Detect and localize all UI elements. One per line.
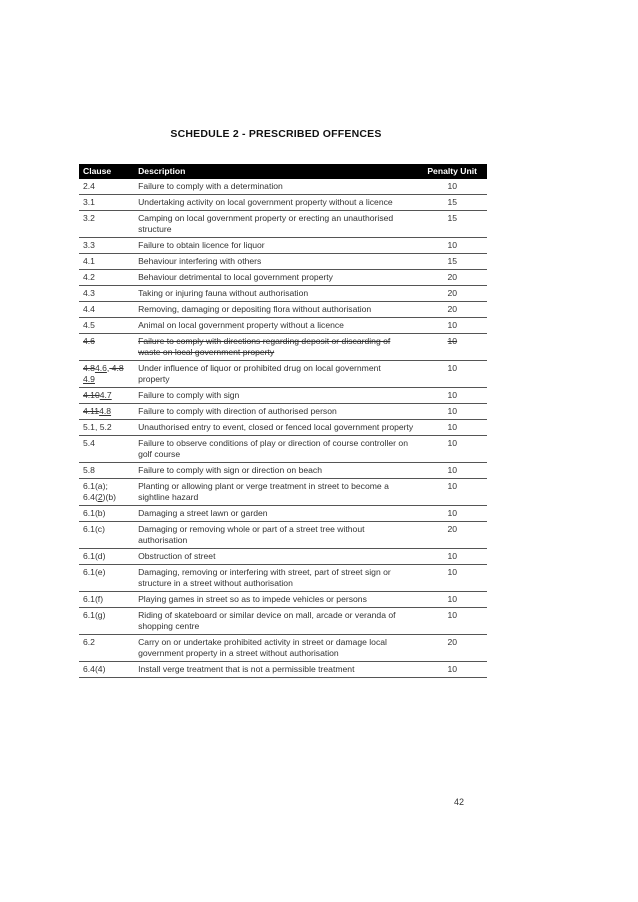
row-penalty: [418, 302, 487, 318]
offences-table: [79, 164, 487, 678]
row-description: [134, 179, 418, 195]
table-row: [79, 506, 487, 522]
table-row: [79, 608, 487, 635]
clause-text: 3.3: [83, 240, 95, 250]
row-penalty: [418, 254, 487, 270]
description-text: Failure to comply with sign or direction on beach: [138, 465, 322, 475]
row-clause: [79, 404, 134, 420]
clause-text: 6.1(c): [83, 524, 105, 534]
row-description: [134, 334, 418, 361]
description-text: Carry on or undertake prohibited activity in street or damage local government property in a street without authorisation: [138, 637, 387, 658]
description-text: Planting or allowing plant or verge treatment in street to become a sightline hazard: [138, 481, 389, 502]
table-row: [79, 479, 487, 506]
description-text: Damaging, removing or interfering with street, part of street sign or structure in a street without authorisation: [138, 567, 391, 588]
clause-text: 6.1(e): [83, 567, 106, 577]
penalty-text: 10: [447, 406, 458, 416]
row-description: [134, 549, 418, 565]
row-penalty: [418, 179, 487, 195]
row-penalty: [418, 565, 487, 592]
clause-part: )(b): [102, 492, 116, 502]
penalty-text: 10: [447, 320, 458, 330]
clause-text: 4.6: [83, 336, 95, 346]
description-text: Failure to comply with sign: [138, 390, 240, 400]
penalty-text: 20: [447, 288, 458, 298]
penalty-text: 20: [447, 272, 458, 282]
clause-inserted: 2: [97, 492, 103, 502]
description-text: Playing games in street so as to impede vehicles or persons: [138, 594, 367, 604]
penalty-text: 10: [447, 664, 458, 674]
table-header-row: [79, 164, 487, 179]
row-clause: [79, 436, 134, 463]
row-penalty: [418, 549, 487, 565]
row-clause: [79, 195, 134, 211]
clause-inserted: 4.9: [83, 374, 95, 384]
row-clause: [79, 420, 134, 436]
penalty-text: 10: [447, 181, 458, 191]
description-text: Undertaking activity on local government property without a licence: [138, 197, 393, 207]
row-clause: [79, 522, 134, 549]
clause-deleted: 4.8: [109, 363, 124, 373]
penalty-text: 15: [447, 256, 458, 266]
description-text: Under influence of liquor or prohibited drug on local government property: [138, 363, 381, 384]
clause-inserted: 4.7: [99, 390, 112, 400]
description-text: Failure to comply with direction of authorised person: [138, 406, 337, 416]
clause-text: 5.1, 5.2: [83, 422, 112, 432]
description-text: Taking or injuring fauna without authorisation: [138, 288, 309, 298]
row-clause: [79, 463, 134, 479]
clause-deleted: 4.8: [83, 363, 95, 373]
table-row: [79, 318, 487, 334]
row-penalty: [418, 436, 487, 463]
table-row: [79, 635, 487, 662]
table-row: [79, 361, 487, 388]
row-description: [134, 420, 418, 436]
clause-text: 5.8: [83, 465, 95, 475]
row-clause: [79, 270, 134, 286]
row-description: [134, 238, 418, 254]
description-text: Removing, damaging or depositing flora without authorisation: [138, 304, 372, 314]
penalty-text: 10: [447, 363, 458, 373]
header-clause: Clause: [79, 164, 134, 179]
row-clause: [79, 211, 134, 238]
clause-deleted: 4.10: [83, 390, 100, 400]
row-description: [134, 463, 418, 479]
row-penalty: [418, 270, 487, 286]
clause-text: 4.3: [83, 288, 95, 298]
row-description: [134, 302, 418, 318]
table-row: [79, 179, 487, 195]
row-penalty: [418, 286, 487, 302]
row-clause: 4.84.6, 4.8 4.9: [79, 361, 134, 388]
page-title: SCHEDULE 2 - PRESCRIBED OFFENCES: [170, 128, 382, 140]
row-clause: [79, 286, 134, 302]
row-clause: [79, 238, 134, 254]
description-text: Failure to comply with a determination: [138, 181, 283, 191]
row-penalty: [418, 388, 487, 404]
row-description: [134, 635, 418, 662]
table-row: [79, 302, 487, 318]
table-row: [79, 254, 487, 270]
row-penalty: [418, 506, 487, 522]
description-text: Failure to observe conditions of play or direction of course controller on golf course: [138, 438, 408, 459]
row-description: [134, 404, 418, 420]
penalty-text: 10: [447, 390, 458, 400]
row-penalty: [418, 479, 487, 506]
clause-text: 5.4: [83, 438, 95, 448]
row-penalty: [418, 522, 487, 549]
row-penalty: [418, 420, 487, 436]
description-text: Obstruction of street: [138, 551, 216, 561]
description-text: Behaviour interfering with others: [138, 256, 262, 266]
clause-text: 6.1(g): [83, 610, 106, 620]
description-text: Failure to comply with directions regarding deposit or discarding of waste on local government property: [138, 336, 391, 357]
clause-text: 6.2: [83, 637, 95, 647]
clause-text: 6.1(f): [83, 594, 104, 604]
clause-text: 3.1: [83, 197, 95, 207]
row-clause: [79, 635, 134, 662]
row-penalty: [418, 662, 487, 678]
description-text: Camping on local government property or erecting an unauthorised structure: [138, 213, 394, 234]
row-clause: [79, 549, 134, 565]
clause-inserted: 4.6: [94, 363, 107, 373]
row-description: [134, 522, 418, 549]
row-penalty: [418, 238, 487, 254]
row-description: [134, 270, 418, 286]
row-clause: [79, 254, 134, 270]
row-clause: [79, 179, 134, 195]
table-row: [79, 420, 487, 436]
table-row: [79, 195, 487, 211]
clause-text: 4.5: [83, 320, 95, 330]
row-penalty: [418, 318, 487, 334]
row-description: [134, 286, 418, 302]
row-description: [134, 361, 418, 388]
row-description: [134, 388, 418, 404]
description-text: Riding of skateboard or similar device on mall, arcade or veranda of shopping centre: [138, 610, 396, 631]
row-description: [134, 565, 418, 592]
row-clause: [79, 608, 134, 635]
header-description: Description: [134, 164, 418, 179]
table-row: [79, 270, 487, 286]
row-description: [134, 318, 418, 334]
row-penalty: [418, 211, 487, 238]
row-penalty: [418, 463, 487, 479]
penalty-text: 10: [447, 610, 458, 620]
clause-text: 4.4: [83, 304, 95, 314]
header-penalty: Penalty Unit: [418, 164, 487, 179]
clause-deleted: 4.11: [83, 406, 100, 416]
penalty-text: 10: [447, 240, 458, 250]
row-description: [134, 254, 418, 270]
table-row: [79, 436, 487, 463]
row-penalty: [418, 635, 487, 662]
row-description: [134, 592, 418, 608]
table-row: [79, 549, 487, 565]
description-text: Damaging a street lawn or garden: [138, 508, 268, 518]
clause-part: 6.1(a);: [83, 481, 108, 491]
row-clause: [79, 662, 134, 678]
description-text: Install verge treatment that is not a permissible treatment: [138, 664, 355, 674]
row-clause: [79, 565, 134, 592]
table-row: [79, 334, 487, 361]
clause-text: 2.4: [83, 181, 95, 191]
table-row: [79, 286, 487, 302]
row-penalty: [418, 195, 487, 211]
table-row: [79, 211, 487, 238]
row-penalty: [418, 404, 487, 420]
penalty-text: 10: [447, 508, 458, 518]
clause-part: 6.4(: [83, 492, 98, 502]
penalty-text: 10: [447, 481, 458, 491]
table-row: [79, 662, 487, 678]
clause-text: 4.1: [83, 256, 95, 266]
row-description: [134, 195, 418, 211]
row-clause: [79, 388, 134, 404]
penalty-text: 20: [447, 524, 458, 534]
table-row: [79, 238, 487, 254]
description-text: Unauthorised entry to event, closed or fenced local government property: [138, 422, 414, 432]
clause-text: 6.1(b): [83, 508, 106, 518]
row-description: [134, 608, 418, 635]
row-clause: [79, 506, 134, 522]
penalty-text: 10: [447, 422, 458, 432]
penalty-text: 10: [447, 336, 458, 346]
table-row: [79, 404, 487, 420]
description-text: Damaging or removing whole or part of a street tree without authorisation: [138, 524, 365, 545]
clause-inserted: 4.8: [99, 406, 112, 416]
row-description: [134, 662, 418, 678]
penalty-text: 15: [447, 213, 458, 223]
row-description: [134, 436, 418, 463]
page-number: 42: [454, 797, 465, 807]
table-row: [79, 388, 487, 404]
table-row: [79, 522, 487, 549]
penalty-text: 20: [447, 304, 458, 314]
row-description: [134, 479, 418, 506]
clause-text: 4.2: [83, 272, 95, 282]
row-penalty: [418, 334, 487, 361]
table-row: [79, 592, 487, 608]
clause-text: 3.2: [83, 213, 95, 223]
row-description: [134, 211, 418, 238]
table-row: [79, 463, 487, 479]
row-clause: [79, 592, 134, 608]
penalty-text: 10: [447, 551, 458, 561]
row-penalty: [418, 592, 487, 608]
table-row: [79, 565, 487, 592]
row-description: [134, 506, 418, 522]
description-text: Failure to obtain licence for liquor: [138, 240, 265, 250]
description-text: Animal on local government property without a licence: [138, 320, 344, 330]
row-clause: [79, 302, 134, 318]
row-clause: [79, 479, 134, 506]
row-clause: [79, 334, 134, 361]
clause-text: 6.4(4): [83, 664, 106, 674]
penalty-text: 15: [447, 197, 458, 207]
row-clause: [79, 318, 134, 334]
row-penalty: [418, 608, 487, 635]
penalty-text: 10: [447, 594, 458, 604]
penalty-text: 10: [447, 567, 458, 577]
penalty-text: 10: [447, 465, 458, 475]
description-text: Behaviour detrimental to local government property: [138, 272, 333, 282]
row-penalty: [418, 361, 487, 388]
penalty-text: 10: [447, 438, 458, 448]
clause-text: 6.1(d): [83, 551, 106, 561]
penalty-text: 20: [447, 637, 458, 647]
table-body: [79, 179, 487, 678]
